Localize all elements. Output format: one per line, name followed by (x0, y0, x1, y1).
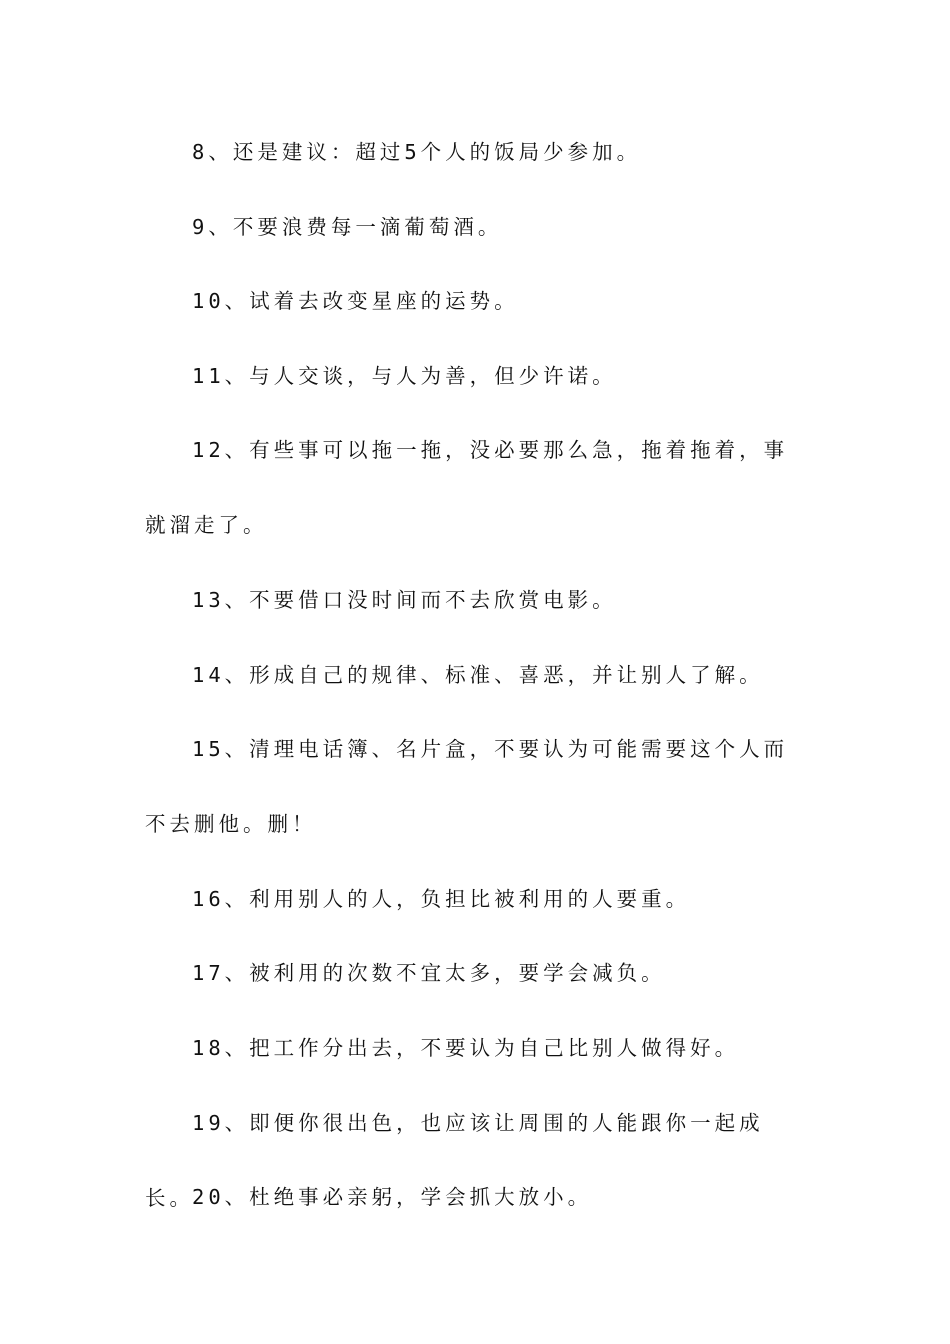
item-20: 20、杜绝事必亲躬，学会抓大放小。 (192, 1185, 593, 1209)
item-19: 19、即便你很出色，也应该让周围的人能跟你一起成长。 (145, 1111, 764, 1210)
item-12: 12、有些事可以拖一拖，没必要那么急，拖着拖着，事就溜走了。 (145, 438, 789, 537)
item-14: 14、形成自己的规律、标准、喜恶，并让别人了解。 (192, 663, 764, 687)
item-16: 16、利用别人的人，负担比被利用的人要重。 (192, 887, 691, 911)
item-10: 10、试着去改变星座的运势。 (192, 289, 519, 313)
item-18: 18、把工作分出去，不要认为自己比别人做得好。 (192, 1036, 740, 1060)
item-9: 9、不要浪费每一滴葡萄酒。 (192, 215, 503, 239)
item-17: 17、被利用的次数不宜太多，要学会减负。 (192, 961, 666, 985)
item-11: 11、与人交谈，与人为善，但少许诺。 (192, 364, 617, 388)
item-13: 13、不要借口没时间而不去欣赏电影。 (192, 588, 617, 612)
item-8: 8、还是建议：超过5个人的饭局少参加。 (192, 140, 642, 164)
item-15: 15、清理电话簿、名片盒，不要认为可能需要这个人而不去删他。删！ (145, 737, 789, 836)
